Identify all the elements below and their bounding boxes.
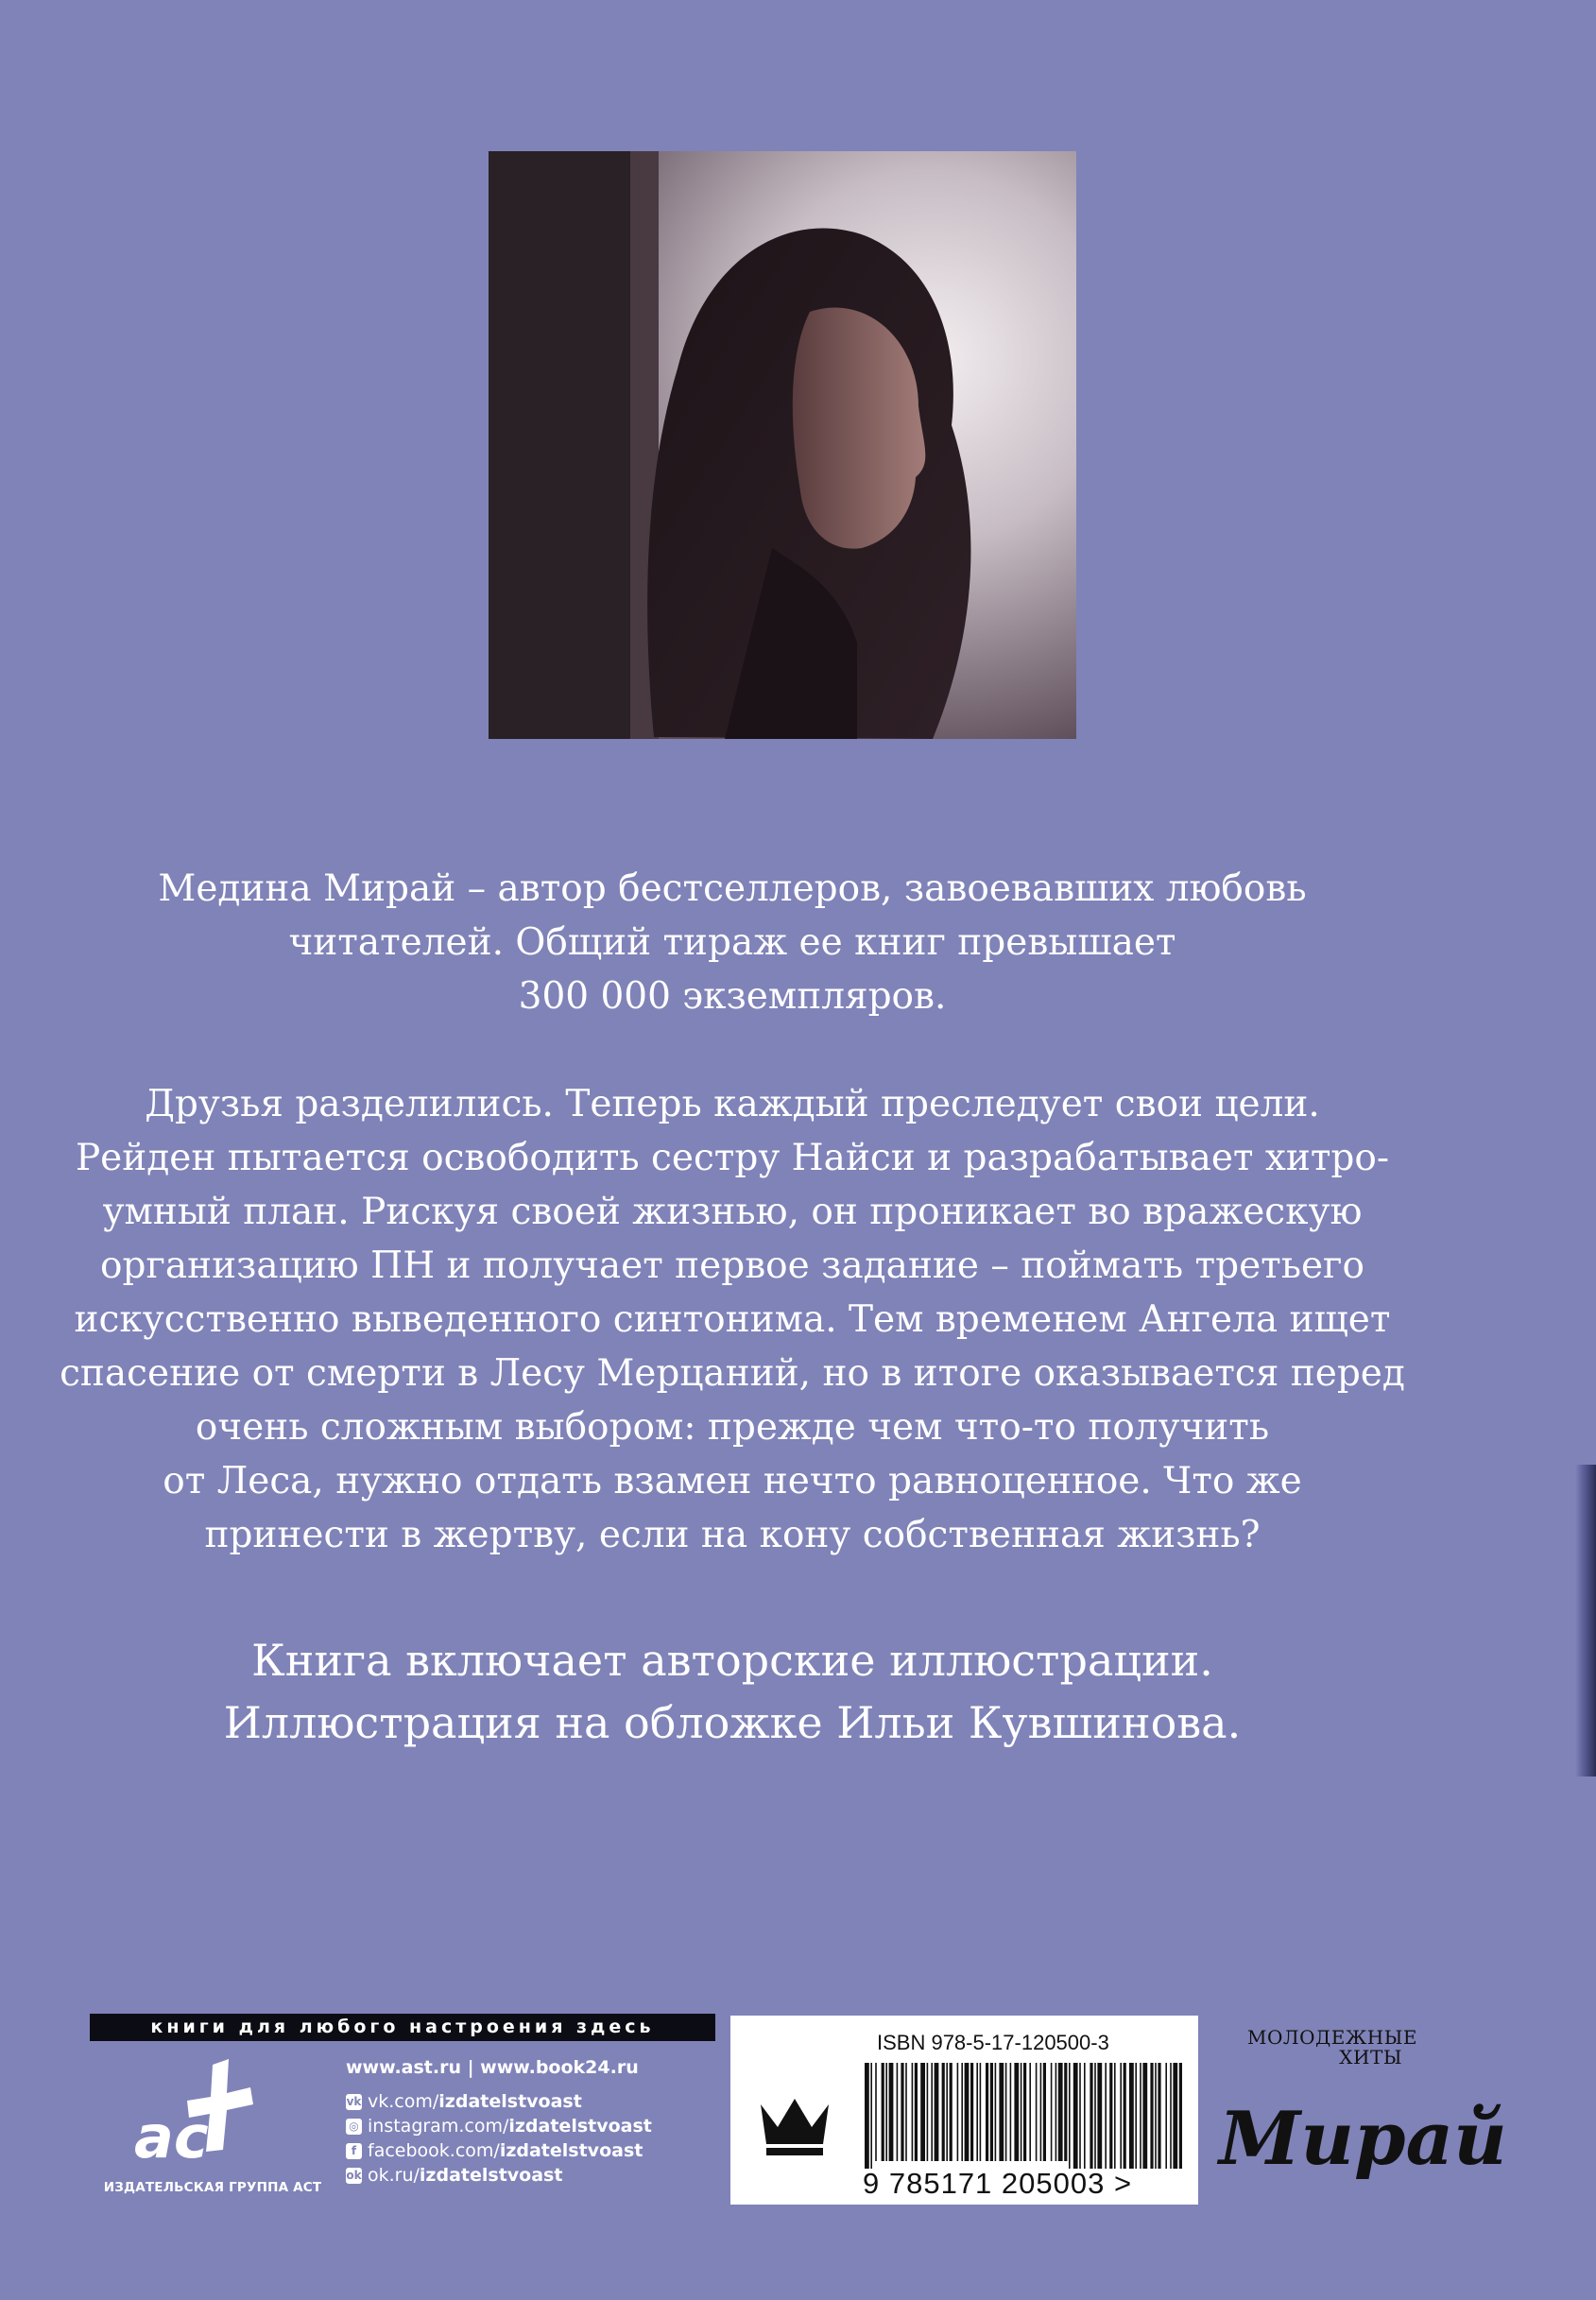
barcode-bar <box>927 2063 929 2161</box>
social-handle: izdatelstvoast <box>419 2165 563 2186</box>
credits <box>57 1629 1408 1754</box>
svg-text:ac: ac <box>134 2103 209 2171</box>
social-prefix: facebook.com/ <box>368 2140 500 2161</box>
author-photo-graphic <box>489 151 1076 739</box>
barcode-bar <box>1058 2063 1063 2161</box>
barcode-bar <box>870 2063 872 2169</box>
social-handle: izdatelstvoast <box>438 2091 582 2112</box>
barcode-bar <box>901 2063 903 2161</box>
barcode-bar <box>1150 2063 1153 2169</box>
cover-edge-strip <box>1575 1465 1596 1776</box>
vk-icon: vk <box>346 2094 362 2108</box>
barcode-bar <box>1090 2063 1092 2169</box>
series-line-2: ХИТЫ <box>1339 2046 1402 2068</box>
barcode-bar <box>1105 2063 1107 2169</box>
barcode-bar <box>1023 2063 1026 2161</box>
social-prefix: instagram.com/ <box>368 2116 509 2137</box>
barcode-bar <box>961 2063 963 2161</box>
barcode-bar <box>970 2063 973 2161</box>
barcode-bar <box>1040 2063 1042 2161</box>
series-wordmark <box>1210 2022 1507 2211</box>
social-link-facebook[interactable] <box>346 2138 652 2163</box>
barcode-bar <box>875 2063 877 2161</box>
series-wordmark-text: Мирай <box>1219 2096 1507 2182</box>
author-blurb <box>57 862 1408 1023</box>
barcode-digits: 9 785171 205003 > <box>863 2167 1133 2200</box>
barcode-bar <box>965 2063 970 2161</box>
author-photo <box>489 151 1076 739</box>
barcode-bar <box>1084 2063 1086 2169</box>
barcode-bar <box>1135 2063 1137 2169</box>
series-logo <box>1210 2022 1507 2211</box>
barcode-bar <box>1120 2063 1122 2169</box>
synopsis-line: спасение от смерти в Лесу Мерцаний, но в итоге оказывается перед <box>60 1352 1405 1395</box>
barcode-bar <box>957 2063 959 2161</box>
barcode-bar <box>1140 2063 1141 2169</box>
synopsis <box>57 1077 1408 1562</box>
barcode-bar <box>942 2063 945 2161</box>
barcode-bar <box>1010 2063 1012 2161</box>
barcode-bar <box>912 2063 914 2161</box>
barcode-bar <box>1073 2063 1078 2169</box>
synopsis-line: организацию ПН и получает первое задание – поймать третьего <box>100 1244 1364 1287</box>
barcode-bar <box>1129 2063 1134 2169</box>
barcode-bar <box>1124 2063 1126 2169</box>
barcode-bar <box>1097 2063 1102 2169</box>
social-link-vk[interactable] <box>346 2089 652 2114</box>
barcode-bar <box>1094 2063 1096 2169</box>
barcode-bar <box>1005 2063 1007 2161</box>
author-line: Медина Мирай – автор бестселлеров, завоевавших любовь <box>158 867 1307 910</box>
barcode-bar <box>1014 2063 1019 2161</box>
barcode-bar <box>1029 2063 1031 2161</box>
social-link-ok[interactable] <box>346 2163 652 2188</box>
barcode-bar <box>950 2063 952 2161</box>
slogan-bar: книги для любого настроения здесь <box>90 2014 715 2041</box>
barcode-bar <box>885 2063 887 2161</box>
barcode-bar <box>889 2063 894 2161</box>
barcode-bar <box>1064 2063 1067 2161</box>
barcode-bar <box>1036 2063 1038 2161</box>
social-link-instagram[interactable] <box>346 2114 652 2138</box>
isbn-number: ISBN 978-5-17-120500-3 <box>877 2031 1109 2054</box>
barcode-bar <box>1055 2063 1057 2161</box>
synopsis-line: умный план. Рискуя своей жизнью, он проникает во вражескую <box>102 1191 1363 1233</box>
synopsis-line: очень сложным выбором: прежде чем что-то получить <box>195 1406 1270 1449</box>
barcode-bar <box>990 2063 993 2161</box>
synopsis-line: Рейден пытается освободить сестру Найси и разрабатывает хитро- <box>75 1137 1390 1179</box>
barcode-bar <box>920 2063 925 2161</box>
credits-line: Книга включает авторские иллюстрации. <box>251 1635 1213 1686</box>
barcode-bar <box>1114 2063 1116 2169</box>
barcode-panel <box>730 2016 1198 2205</box>
series-line-1: МОЛОДЕЖНЫЕ <box>1247 2026 1418 2049</box>
barcode-bar <box>1170 2063 1172 2169</box>
barcode-bar <box>882 2063 884 2161</box>
barcode-bar <box>999 2063 1004 2161</box>
author-line: 300 000 экземпляров. <box>518 975 947 1018</box>
ast-logo <box>123 2055 274 2178</box>
barcode-bar <box>935 2063 939 2161</box>
social-handle: izdatelstvoast <box>499 2140 644 2161</box>
barcode-bar <box>931 2063 933 2161</box>
barcode-bar <box>1142 2063 1147 2169</box>
barcode-bar <box>1109 2063 1112 2169</box>
barcode-bar <box>980 2063 982 2161</box>
barcode-bar <box>897 2063 899 2161</box>
synopsis-line: искусственно выведенного синтонима. Тем временем Ангела ищет <box>74 1298 1391 1341</box>
barcode-bar <box>905 2063 907 2161</box>
barcode <box>863 2063 1184 2169</box>
barcode-bar <box>1021 2063 1022 2161</box>
barcode-bar <box>1043 2063 1046 2161</box>
social-handle: izdatelstvoast <box>508 2116 652 2137</box>
social-prefix: ok.ru/ <box>368 2165 420 2186</box>
crown-icon <box>757 2093 832 2159</box>
synopsis-line: от Леса, нужно отдать взамен нечто равноценное. Что же <box>163 1460 1302 1502</box>
publisher-caption: ИЗДАТЕЛЬСКАЯ ГРУППА АСТ <box>103 2180 322 2195</box>
barcode-bar <box>1173 2063 1177 2169</box>
barcode-bar <box>1079 2063 1081 2169</box>
ok-icon: ok <box>346 2168 362 2182</box>
social-prefix: vk.com/ <box>368 2091 439 2112</box>
barcode-bar <box>1069 2063 1071 2169</box>
credits-line: Иллюстрация на обложке Ильи Кувшинова. <box>223 1697 1242 1748</box>
barcode-bar <box>915 2063 918 2161</box>
barcode-bar <box>1051 2063 1053 2161</box>
barcode-bar <box>1165 2063 1167 2169</box>
synopsis-line: принести в жертву, если на кону собственная жизнь? <box>204 1514 1261 1556</box>
barcode-bar <box>1179 2063 1182 2169</box>
barcode-bar <box>946 2063 948 2161</box>
website-links[interactable]: www.ast.ru | www.book24.ru <box>346 2057 639 2078</box>
barcode-bar <box>865 2063 869 2169</box>
author-line: читателей. Общий тираж ее книг превышает <box>288 921 1176 964</box>
barcode-bar <box>1155 2063 1157 2169</box>
barcode-bar <box>986 2063 988 2161</box>
synopsis-line: Друзья разделились. Теперь каждый преследует свои цели. <box>145 1083 1320 1125</box>
barcode-bar <box>976 2063 978 2161</box>
barcode-bar <box>995 2063 997 2161</box>
publisher-links <box>346 2055 652 2188</box>
facebook-icon: f <box>346 2143 362 2159</box>
instagram-icon: ◎ <box>346 2119 362 2135</box>
barcode-bar <box>1158 2063 1160 2169</box>
